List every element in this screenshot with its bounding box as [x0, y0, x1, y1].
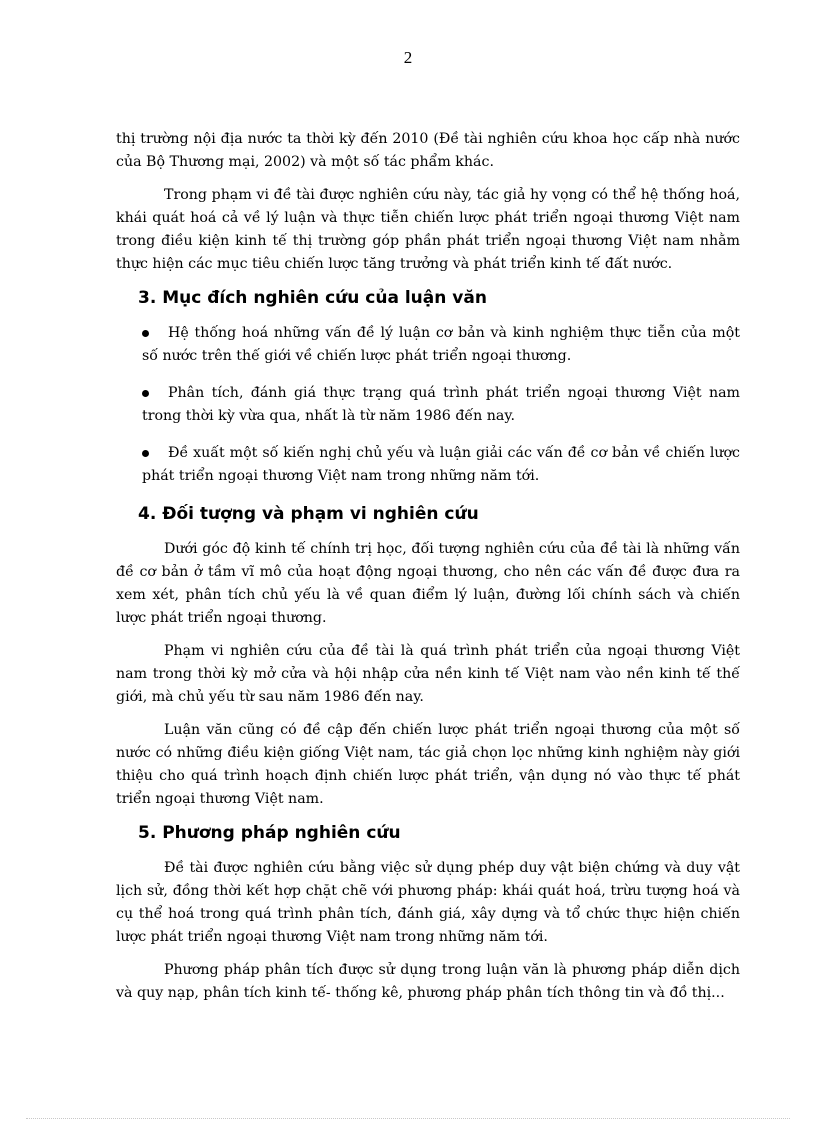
- bullet-dot-icon: [142, 390, 149, 397]
- section-4-heading: 4. Đối tượng và phạm vi nghiên cứu: [138, 504, 479, 524]
- section-3-bullet-list: [116, 322, 740, 488]
- bullet-item: [116, 442, 740, 488]
- section-5-paragraph: Phương pháp phân tích được sử dụng trong luận văn là phương pháp diễn dịch và quy nạp, phân tích kinh tế- thống kê, phương pháp phân tích thông tin và đồ thị...: [116, 962, 740, 1001]
- bullet-dot-icon: [142, 330, 149, 337]
- bullet-item: [116, 322, 740, 368]
- section-4-paragraph: Dưới góc độ kinh tế chính trị học, đối tượng nghiên cứu của đề tài là những vấn đề cơ bản ở tầm vĩ mô của hoạt động ngoại thương, cho nên các vấn đề được đưa ra xem xét, phân tích chủ yếu là về quan điểm lý luận, đường lối chính sách và chiến lược phát triển ngoại thương.: [116, 541, 740, 626]
- section-3-heading: 3. Mục đích nghiên cứu của luận văn: [138, 288, 487, 308]
- section-4-paragraph: Phạm vi nghiên cứu của đề tài là quá trình phát triển của ngoại thương Việt nam trong thời kỳ mở cửa và hội nhập cửa nền kinh tế Việt nam vào nền kinh tế thế giới, mà chủ yếu từ sau năm 1986 đến nay.: [116, 643, 740, 705]
- bullet-text: Phân tích, đánh giá thực trạng quá trình phát triển ngoại thương Việt nam trong thời kỳ vừa qua, nhất là từ năm 1986 đến nay.: [142, 385, 740, 424]
- section-4-paragraph: Luận văn cũng có đề cập đến chiến lược phát triển ngoại thương của một số nước có những điều kiện giống Việt nam, tác giả chọn lọc những kinh nghiệm này giới thiệu cho quá trình hoạch định chiến lược phát triển, vận dụng nó vào thực tế phát triển ngoại thương Việt nam.: [116, 722, 740, 807]
- bullet-text: Hệ thống hoá những vấn đề lý luận cơ bản và kinh nghiệm thực tiễn của một số nước trên thế giới về chiến lược phát triển ngoại thương.: [142, 325, 740, 364]
- page-content: [116, 128, 740, 1015]
- intro-paragraph-continuation: thị trường nội địa nước ta thời kỳ đến 2010 (Đề tài nghiên cứu khoa học cấp nhà nước của Bộ Thương mại, 2002) và một số tác phẩm khác.: [116, 131, 740, 170]
- section-5-paragraph: Đề tài được nghiên cứu bằng việc sử dụng phép duy vật biện chứng và duy vật lịch sử, đồng thời kết hợp chặt chẽ với phương pháp: khái quát hoá, trừu tượng hoá và cụ thể hoá trong quá trình phân tích, đánh giá, xây dựng và tổ chức thực hiện chiến lược phát triển ngoại thương Việt nam trong những năm tới.: [116, 860, 740, 945]
- page-bottom-divider: [26, 1118, 790, 1119]
- section-5-heading: 5. Phương pháp nghiên cứu: [138, 823, 401, 843]
- bullet-item: [116, 382, 740, 428]
- intro-paragraph-scope: Trong phạm vi đề tài được nghiên cứu này, tác giả hy vọng có thể hệ thống hoá, khái quát hoá cả về lý luận và thực tiễn chiến lược phát triển ngoại thương Việt nam trong điều kiện kinh tế thị trường góp phần phát triển ngoại thương Việt nam nhằm thực hiện các mục tiêu chiến lược tăng trưởng và phát triển kinh tế đất nước.: [116, 187, 740, 272]
- bullet-text: Đề xuất một số kiến nghị chủ yếu và luận giải các vấn đề cơ bản về chiến lược phát triển ngoại thương Việt nam trong những năm tới.: [142, 445, 740, 484]
- page-number: 2: [403, 48, 413, 67]
- bullet-dot-icon: [142, 450, 149, 457]
